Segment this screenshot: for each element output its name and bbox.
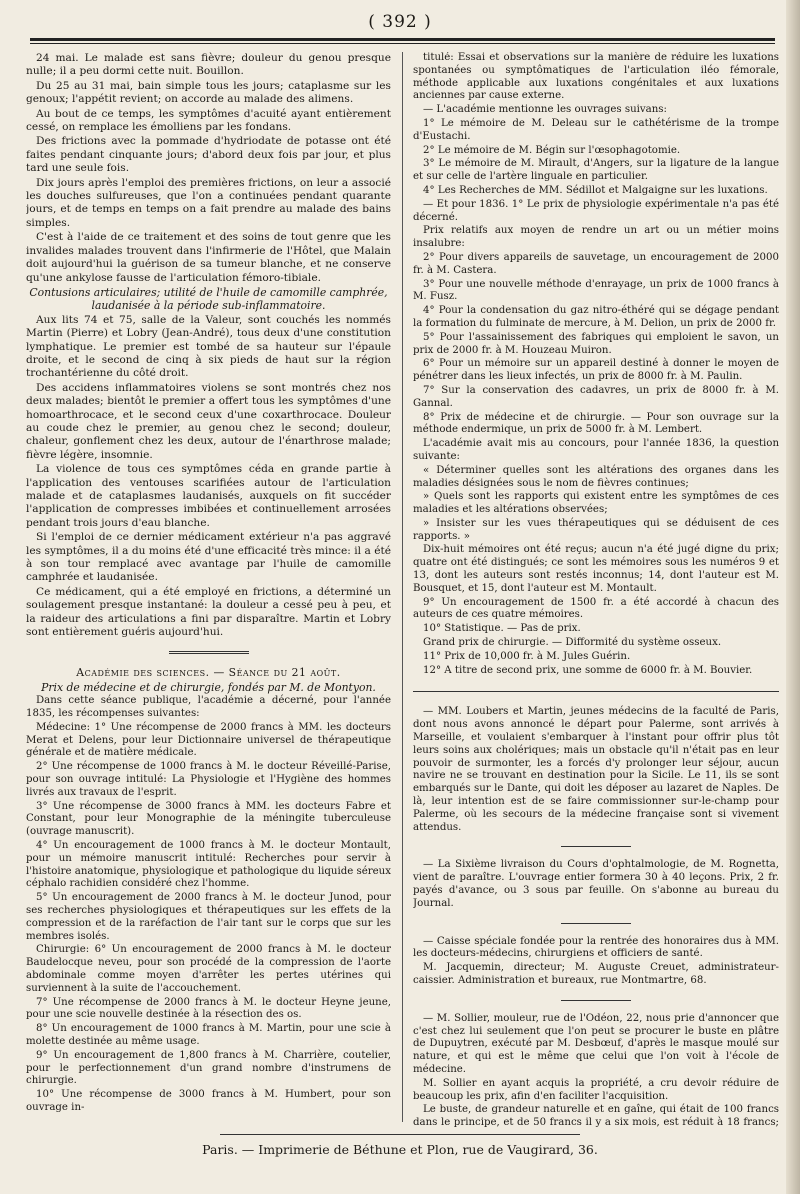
right-column [413, 52, 779, 1127]
paragraph: Ce médicament, qui a été employé en frictions, a déterminé un soulagement presque instantané: la douleur a cessé peu à peu, et la raideur des articulations a fini par disparaître. Martin et Lobry sont entièrement guéris aujourd'hui. [26, 585, 391, 639]
paragraph: 9° Un encouragement de 1,800 francs à M. Charrière, coutelier, pour le perfectionnement d'un grand nombre d'instrumens de chirurgie. [26, 1049, 391, 1087]
separator [169, 651, 249, 654]
paragraph: 4° Pour la condensation du gaz nitro-éthéré qui se dégage pendant la formation du fulminate de mercure, à M. Delion, un prix de 2000 fr. [413, 305, 779, 329]
footer-rule [220, 1134, 580, 1135]
paragraph: 3° Le mémoire de M. Mirault, d'Angers, sur la ligature de la langue et sur celle de l'artère linguale en particulier. [413, 158, 779, 183]
paragraph: 3° Une récompense de 3000 francs à MM. les docteurs Fabre et Constant, pour leur Monographie de la méningite tuberculeuse (ouvrage manuscrit). [26, 800, 391, 838]
paragraph: M. Sollier en ayant acquis la propriété, a cru devoir réduire de beaucoup les prix, afin d'en faciliter l'acquisition. [413, 1077, 779, 1102]
paragraph: 4° Un encouragement de 1000 francs à M. le docteur Montault, pour un mémoire manuscrit intitulé: Recherches pour servir à l'histoire anatomique, physiologique et pathologique du liquide séreux céphalo rachidien considéré chez l'homme. [26, 840, 391, 890]
paragraph: 1° Le mémoire de M. Deleau sur le cathétérisme de la trompe d'Eustachi. [413, 117, 779, 142]
paragraph: Dans cette séance publique, l'académie a décerné, pour l'année 1835, les récompenses suivantes: [26, 695, 391, 720]
paragraph: 5° Pour l'assainissement des fabriques qui emploient le savon, un prix de 2000 fr. à M. Houzeau Muiron. [413, 331, 779, 356]
paragraph: 5° Un encouragement de 2000 francs à M. le docteur Junod, pour ses recherches physiologiques et thérapeutiques sur les effets de la compression et de la raréfaction de l'air tant sur le corps que sur les membres isolés. [26, 892, 391, 942]
separator [561, 1000, 631, 1001]
left-column [26, 52, 391, 1127]
paragraph: Médecine: 1° Une récompense de 2000 francs à MM. les docteurs Merat et Delens, pour leur Dictionnaire universel de thérapeutique générale et de matière médicale. [26, 721, 391, 759]
news-item: — M. Sollier, mouleur, rue de l'Odéon, 22, nous prie d'annoncer que c'est chez lui seulement que l'on peut se procurer le buste en plâtre de Dupuytren, exécuté par M. Desbœuf, d'après le masque moulé sur nature, et qui est le même que celui que l'on voit à l'école de médecine. [413, 1012, 779, 1075]
paragraph: 24 mai. Le malade est sans fièvre; douleur du genou presque nulle; il a peu dormi cette nuit. Bouillon. [26, 52, 391, 78]
paragraph: » Insister sur les vues thérapeutiques qui se déduisent de ces rapports. » [413, 517, 779, 542]
paragraph: Du 25 au 31 mai, bain simple tous les jours; cataplasme sur les genoux; l'appétit revient; on accorde au malade des alimens. [26, 79, 391, 106]
paragraph: Dix-huit mémoires ont été reçus; aucun n'a été jugé digne du prix; quatre ont été distingués; ce sont les mémoires sous les numéros 9 et 13, dont les auteurs sont restés inconnus; 14, dont l'auteur est M. Bousquet, et 15, dont l'auteur est M. Montault. [413, 544, 779, 594]
paragraph: M. Jacquemin, directeur; M. Auguste Creuet, administrateur-caissier. Administration et bureaux, rue Montmartre, 68. [413, 962, 779, 986]
separator [561, 846, 631, 847]
paragraph: 7° Sur la conservation des cadavres, un prix de 8000 fr. à M. Gannal. [413, 384, 779, 409]
paragraph: 6° Pour un mémoire sur un appareil destiné à donner le moyen de pénétrer dans les lieux infectés, un prix de 8000 fr. à M. Paulin. [413, 358, 779, 383]
paragraph: Au bout de ce temps, les symptômes d'acuité ayant entièrement cessé, on remplace les émolliens par les fondans. [26, 107, 391, 134]
paragraph: 7° Une récompense de 2000 francs à M. le docteur Heyne jeune, pour une scie nouvelle destinée à la résection des os. [26, 996, 391, 1021]
header-rule [30, 38, 775, 44]
paragraph: L'académie avait mis au concours, pour l'année 1836, la question suivante: [413, 438, 779, 462]
paragraph: 2° Le mémoire de M. Bégin sur l'œsophagotomie. [423, 144, 681, 156]
news-item: — Caisse spéciale fondée pour la rentrée des honoraires dus à MM. les docteurs-médecins, chirurgiens et officiers de santé. [413, 935, 779, 960]
paragraph: — Et pour 1836. 1° Le prix de physiologie expérimentale n'a pas été décerné. [413, 198, 779, 223]
paragraph: 3° Pour une nouvelle méthode d'enrayage, un prix de 1000 francs à M. Fusz. [413, 278, 779, 303]
imprint-footer: Paris. — Imprimerie de Béthune et Plon, rue de Vaugirard, 36. [202, 1142, 598, 1157]
paragraph: 9° Un encouragement de 1500 fr. a été accordé à chacun des auteurs de ces quatre mémoires. [413, 596, 779, 621]
column-divider [402, 52, 403, 1122]
separator [413, 691, 779, 692]
paragraph: Des accidens inflammatoires violens se sont montrés chez nos deux malades; bientôt le premier a offert tous les symptômes d'une homoarthrocace, et le second ceux d'une coxarthrocace. Douleur au coude chez le premier, au genou chez le second; douleur, chaleur, gonflement chez les deux, autour de l'énarthrose malade; fièvre légère, insomnie. [26, 381, 391, 461]
paragraph: 2° Pour divers appareils de sauvetage, un encouragement de 2000 fr. à M. Castera. [413, 251, 779, 276]
paragraph: C'est à l'aide de ce traitement et des soins de tout genre que les invalides malades trouvent dans l'infirmerie de l'Hôtel, que Malain doit aujourd'hui la guérison de sa tumeur blanche, et ne conserve qu'une ankylose fausse de l'articulation fémoro-tibiale. [26, 231, 391, 284]
paragraph: titulé: Essai et observations sur la manière de réduire les luxations spontanées ou symptômatiques de l'articulation iléo fémorale, méthode applicable aux luxations congénitales et aux luxations anciennes par cause externe. [413, 52, 779, 102]
paragraph: 4° Les Recherches de MM. Sédillot et Malgaigne sur les luxations. [423, 184, 768, 196]
section-subheading: Prix de médecine et de chirurgie, fondés par M. de Montyon. [41, 680, 376, 694]
paragraph: » Quels sont les rapports qui existent entre les symptômes de ces maladies et les altérations observées; [413, 491, 779, 516]
paragraph: Aux lits 74 et 75, salle de la Valeur, sont couchés les nommés Martin (Pierre) et Lobry (Jean-André), tous deux d'une constitution lymphatique. Le premier est tombé de sa hauteur sur l'épaule droite, et le second de cinq à six pieds de haut sur la région trochantérienne du côté droit. [26, 313, 391, 380]
paragraph: — L'académie mentionne les ouvrages suivans: [423, 104, 667, 116]
paragraph: 11° Prix de 10,000 fr. à M. Jules Guérin. [423, 650, 631, 662]
paragraph: Chirurgie: 6° Un encouragement de 2000 francs à M. le docteur Baudelocque neveu, pour son procédé de la compression de l'aorte abdominale comme moyen d'arrêter les pertes utérines qui surviennent à la suite de l'accouchement. [26, 944, 391, 994]
page-binding-edge [786, 0, 800, 1194]
paragraph: Si l'emploi de ce dernier médicament extérieur n'a pas aggravé les symptômes, il a du moins été d'une efficacité très mince: il a été à son tour remplacé avec avantage par l'huile de camomille camphrée et laudanisée. [26, 531, 391, 584]
paragraph: 2° Une récompense de 1000 francs à M. le docteur Réveillé-Parise, pour son ouvrage intitulé: La Physiologie et l'Hygiène des hommes livrés aux travaux de l'esprit. [26, 761, 391, 798]
paragraph: 10° Une récompense de 3000 francs à M. Humbert, pour son ouvrage in- [26, 1089, 391, 1113]
news-item: — MM. Loubers et Martin, jeunes médecins de la faculté de Paris, dont nous avons annoncé le départ pour Palerme, sont arrivés à Marseille, et voulaient s'embarquer à l'instant pour offrir plus tôt leurs soins aux cholériques; mais un obstacle qu'il n'était pas en leur pouvoir de surmonter, les a forcés d'y prolonger leur séjour, aucun navire ne se trouvant en destination pour la Sicile. Le 11, ils se sont embarqués sur le Dante, qui doit les déposer au lazaret de Naples. De là, leur intention est de se faire commissionner sur-le-champ pour Palerme, où les secours de la médecine française sont si vivement attendus. [413, 706, 779, 833]
paragraph: 8° Un encouragement de 1000 francs à M. Martin, pour une scie à molette destinée au même usage. [26, 1023, 391, 1047]
section-heading: Contusions articulaires; utilité de l'huile de camomille camphrée, laudanisée à la période sub-inflammatoire. [29, 285, 388, 313]
news-item: — La Sixième livraison du Cours d'ophtalmologie, de M. Rognetta, vient de paraître. L'ouvrage entier formera 30 à 40 leçons. Prix, 2 fr. payés d'avance, ou 3 sous par feuille. On s'abonne au bureau du Journal. [413, 859, 779, 909]
paragraph: Dix jours après l'emploi des premières frictions, on leur a associé les douches sulfureuses, que l'on a continuées pendant quarante jours, et de temps en temps on a fait prendre au malade des bains simples. [26, 176, 391, 229]
paragraph: « Déterminer quelles sont les altérations des organes dans les maladies désignées sous le nom de fièvres continues; [413, 464, 779, 489]
paragraph: Des frictions avec la pommade d'hydriodate de potasse ont été faites pendant cinquante jours; d'abord deux fois par jour, et plus tard une seule fois. [26, 135, 391, 175]
separator [561, 923, 631, 924]
paragraph: 10° Statistique. — Pas de prix. [423, 623, 581, 635]
paragraph: 8° Prix de médecine et de chirurgie. — Pour son ouvrage sur la méthode endermique, un prix de 5000 fr. à M. Lembert. [413, 411, 779, 436]
paragraph: La violence de tous ces symptômes céda en grande partie à l'application des ventouses scarifiées autour de l'articulation malade et de cataplasmes laudanisés, auxquels on fit succéder l'application de compresses imbibées et continuellement arrosées pendant trois jours d'eau blanche. [26, 463, 391, 529]
paragraph: Grand prix de chirurgie. — Difformité du système osseux. [423, 637, 722, 649]
page-number: ( 392 ) [368, 12, 432, 32]
paragraph: Prix relatifs aux moyen de rendre un art ou un métier moins insalubre: [413, 225, 779, 250]
paragraph: 12° A titre de second prix, une somme de 6000 fr. à M. Bouvier. [423, 664, 753, 676]
paragraph: Le buste, de grandeur naturelle et en gaîne, qui était de 100 francs dans le principe, et de 50 francs il y a six mois, est réduit à 18 francs; [413, 1104, 779, 1127]
section-heading: Académie des sciences. — Séance du 21 août. [76, 666, 341, 680]
